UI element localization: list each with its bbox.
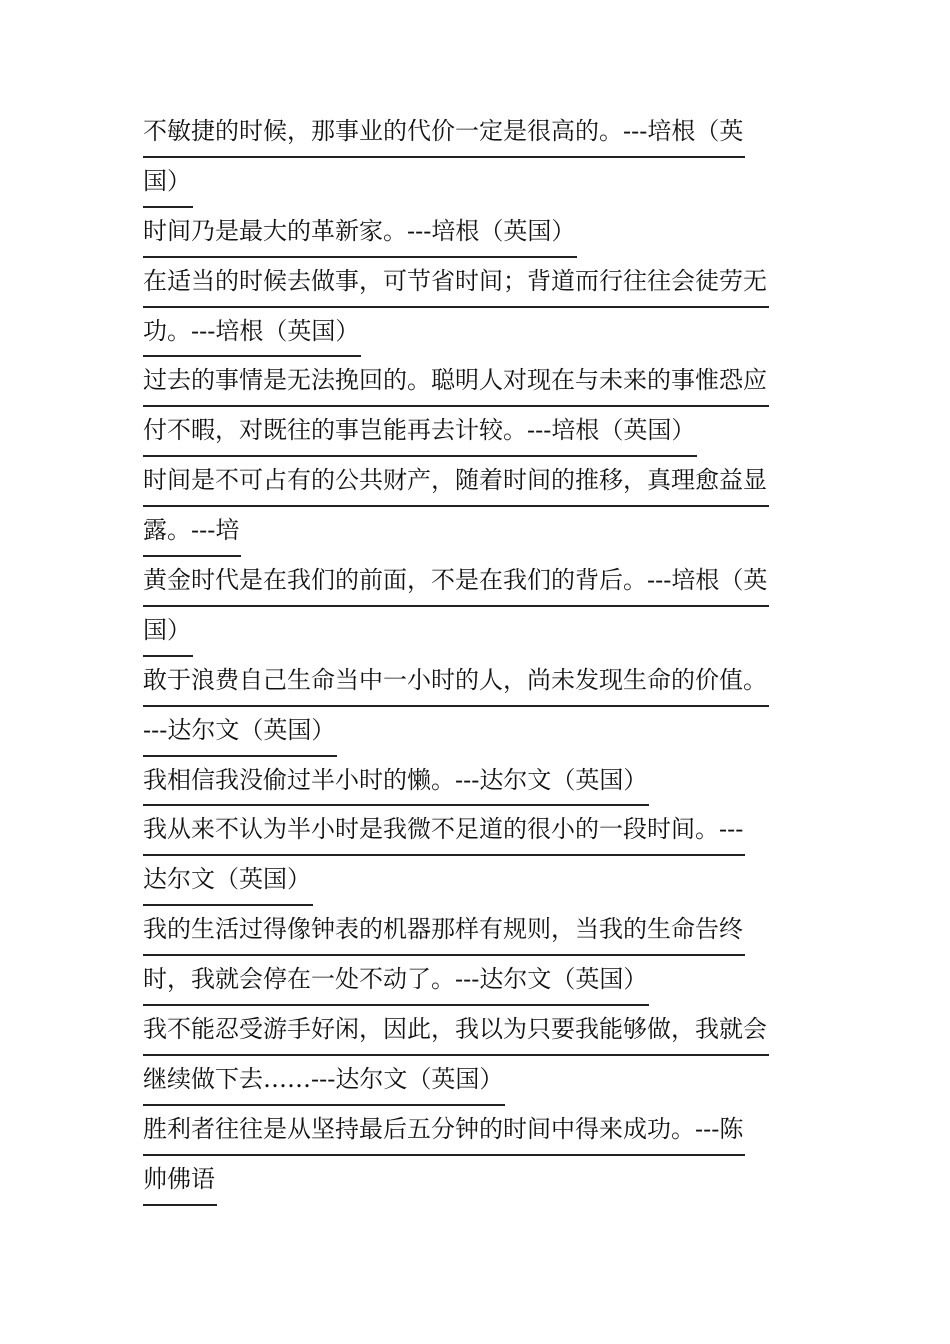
text-line — [143, 607, 193, 657]
line-text: 过去的事情是无法挽回的。聪明人对现在与未来的事惟恐应 — [143, 366, 767, 395]
line-text: 我从来不认为半小时是我微不足道的很小的一段时间。--- — [143, 815, 744, 844]
text-line — [143, 507, 241, 557]
text-line — [143, 557, 769, 607]
line-text: 时，我就会停在一处不动了。---达尔文（英国） — [143, 965, 648, 994]
line-text: 我的生活过得像钟表的机器那样有规则，当我的生命告终 — [143, 915, 743, 944]
line-text: 时间乃是最大的革新家。---培根（英国） — [143, 216, 576, 245]
line-text: 敢于浪费自己生命当中一小时的人，尚未发现生命的价值。 — [143, 665, 767, 694]
text-line — [143, 357, 769, 407]
text-line — [143, 806, 745, 856]
line-text: 帅佛语 — [143, 1164, 215, 1193]
text-line — [143, 906, 745, 956]
line-text: 黄金时代是在我们的前面，不是在我们的背后。---培根（英 — [143, 566, 768, 595]
line-text: 在适当的时候去做事，可节省时间；背道而行往往会徒劳无 — [143, 266, 767, 295]
line-text: 继续做下去……---达尔文（英国） — [143, 1064, 504, 1093]
line-text: 达尔文（英国） — [143, 865, 311, 894]
text-line — [143, 956, 649, 1006]
text-line — [143, 1106, 745, 1156]
text-line — [143, 208, 577, 258]
line-text: 付不暇，对既往的事岂能再去计较。---培根（英国） — [143, 416, 696, 445]
text-line — [143, 457, 769, 507]
text-line — [143, 657, 769, 707]
line-text: 我不能忍受游手好闲，因此，我以为只要我能够做，我就会 — [143, 1015, 767, 1044]
text-line — [143, 407, 697, 457]
text-line — [143, 258, 769, 308]
text-line — [143, 757, 649, 807]
line-text: 时间是不可占有的公共财产，随着时间的推移，真理愈益显 — [143, 466, 767, 495]
document-body — [143, 108, 813, 1206]
line-text: 露。---培 — [143, 516, 240, 545]
text-line — [143, 308, 361, 358]
line-text: 我相信我没偷过半小时的懒。---达尔文（英国） — [143, 765, 648, 794]
line-text: 功。---培根（英国） — [143, 316, 360, 345]
line-text: 不敏捷的时候，那事业的代价一定是很高的。---培根（英 — [143, 117, 744, 145]
text-line — [143, 158, 193, 208]
text-line — [143, 1156, 217, 1206]
line-text: ---达尔文（英国） — [143, 715, 336, 744]
text-line — [143, 1056, 505, 1106]
line-text: 国） — [143, 166, 191, 195]
text-line — [143, 856, 313, 906]
text-line — [143, 1006, 769, 1056]
text-line — [143, 108, 745, 158]
line-text: 胜利者往往是从坚持最后五分钟的时间中得来成功。---陈 — [143, 1114, 744, 1143]
text-line — [143, 707, 337, 757]
line-text: 国） — [143, 615, 191, 644]
